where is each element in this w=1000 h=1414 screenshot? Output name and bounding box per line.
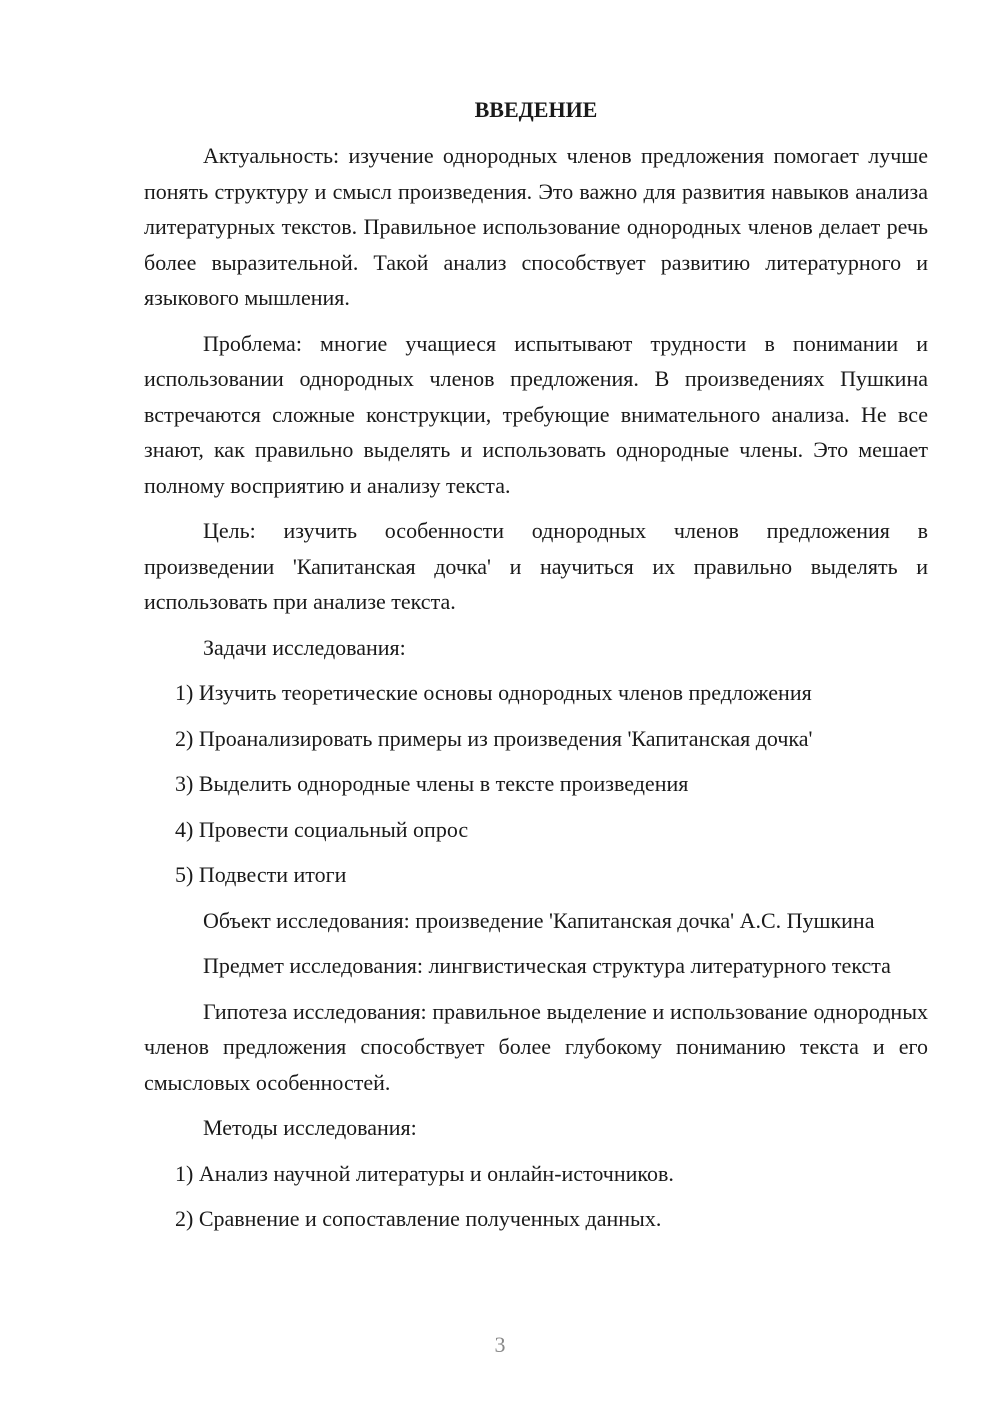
page-number: 3 [494, 1332, 506, 1357]
tasks-heading: Задачи исследования: [203, 634, 406, 660]
list-item: 1) Анализ научной литературы и онлайн-источников. [175, 1160, 674, 1186]
list-item: 5) Подвести итоги [175, 862, 347, 887]
list-item: 3) Выделить однородные члены в тексте произведения [175, 771, 689, 796]
methods-list [144, 1156, 928, 1237]
page-content [144, 92, 928, 1247]
relevance-paragraph: Актуальность: изучение однородных членов предложения помогает лучше понять структуру и смысл произведения. Это важно для развития навыков анализа литературных текстов. Правильное использование однородных членов делает речь более выразительной. Такой анализ способствует развитию литературного и языкового мышления. [144, 143, 928, 310]
list-item: 4) Провести социальный опрос [175, 816, 469, 842]
hypothesis-paragraph: Гипотеза исследования: правильное выделение и использование однородных членов предложения способствует более глубокому пониманию текста и его смысловых особенностей. [144, 998, 928, 1095]
problem-paragraph: Проблема: многие учащиеся испытывают трудности в понимании и использовании однородных членов предложения. В произведениях Пушкина встречаются сложные конструкции, требующие внимательного анализа. Не все знают, как правильно выделять и использовать однородные члены. Это мешает полному восприятию и анализу текста. [144, 330, 928, 498]
methods-heading: Методы исследования: [203, 1115, 417, 1140]
list-item: 2) Проанализировать примеры из произведения 'Капитанская дочка' [175, 725, 813, 751]
tasks-list [144, 675, 928, 893]
object-paragraph: Объект исследования: произведение 'Капитанская дочка' А.С. Пушкина [203, 907, 875, 933]
list-item: 2) Сравнение и сопоставление полученных данных. [175, 1206, 662, 1231]
list-item: 1) Изучить теоретические основы однородных членов предложения [175, 680, 812, 705]
subject-paragraph: Предмет исследования: лингвистическая структура литературного текста [203, 953, 891, 978]
goal-paragraph: Цель: изучить особенности однородных членов предложения в произведении 'Капитанская дочка' и научиться их правильно выделять и использовать при анализе текста. [144, 518, 928, 614]
section-title: ВВЕДЕНИЕ [474, 97, 598, 122]
